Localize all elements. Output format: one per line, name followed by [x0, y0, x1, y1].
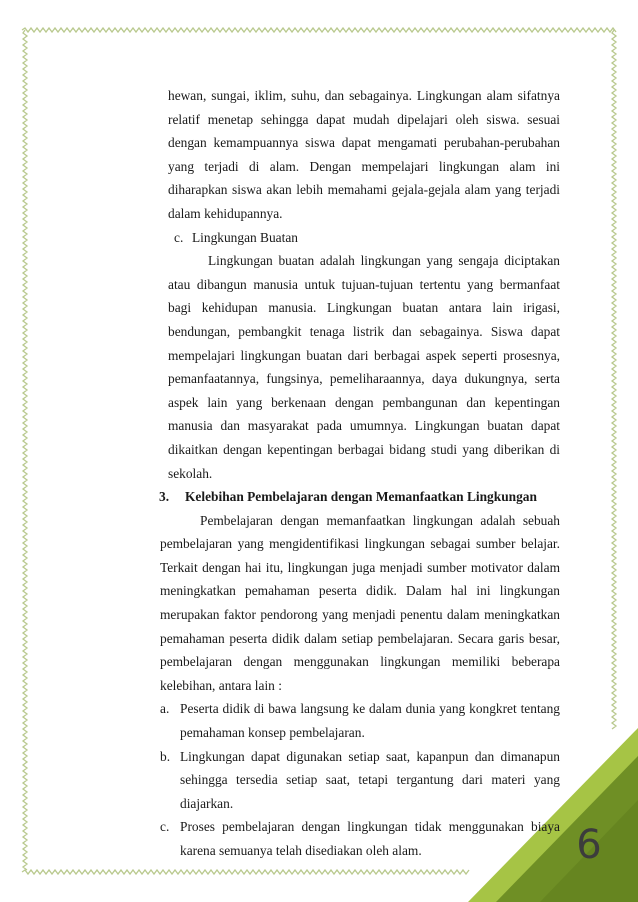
list-text: Peserta didik di bawa langsung ke dalam dunia yang kongkret tentang pemahaman konsep pembelajaran.: [180, 701, 560, 741]
section-marker: 3.: [159, 489, 170, 505]
list-text: Lingkungan dapat digunakan setiap saat, kapanpun dan dimanapun sehingga tersedia setiap saat, tetapi tergantung dari materi yang diajarkan.: [180, 748, 560, 811]
paragraph-continued: hewan, sungai, iklim, suhu, dan sebagainya. Lingkungan alam sifatnya relatif menetap sehingga dapat mudah dipelajari oleh siswa. sesuai dengan kemampuannya siswa dapat mengamati perubahan-perubahan yang terjadi di alam. Dengan mempelajari lingkungan alam ini diharapkan siswa akan lebih memahami gejala-gejala alam yang terjadi dalam kehidupannya.: [168, 88, 560, 221]
page-content: [160, 84, 560, 863]
list-item: [160, 815, 560, 862]
list-item: [160, 745, 560, 816]
list-marker: a.: [160, 701, 170, 717]
subsection-marker: c.: [174, 229, 184, 245]
section-3-heading: [159, 485, 560, 509]
section-title: Kelebihan Pembelajaran dengan Memanfaatkan Lingkungan: [185, 489, 537, 505]
subsection-title: Lingkungan Buatan: [192, 229, 298, 245]
list-text: Proses pembelajaran dengan lingkungan tidak menggunakan biaya karena semuanya telah disediakan oleh alam.: [180, 819, 560, 858]
list-item: [160, 697, 560, 744]
list-marker: c.: [160, 819, 170, 835]
subsection-c-paragraph: Lingkungan buatan adalah lingkungan yang sengaja diciptakan atau dibangun manusia untuk tujuan-tujuan tertentu yang bermanfaat bagi kehidupan manusia. Lingkungan buatan antara lain irigasi, bendungan, pembangkit tenaga listrik dan sebagainya. Siswa dapat mempelajari lingkungan buatan dari berbagai aspek seperti prosesnya, pemanfaatannya, fungsinya, pemeliharaannya, daya dukungnya, serta aspek lain yang berkenaan dengan pembangunan dan kepentingan manusia dan masyarakat pada umumnya. Lingkungan buatan dapat dikaitkan dengan kepentingan berbagai bidang studi yang diberikan di sekolah.: [168, 253, 560, 481]
section-3-paragraph: Pembelajaran dengan memanfaatkan lingkungan adalah sebuah pembelajaran yang mengidentifikasi lingkungan sebagai sumber belajar. Terkait dengan hai itu, lingkungan juga menjadi sumber motivator dalam meningkatkan pemahaman peserta didik. Dalam hal ini lingkungan merupakan faktor pendorong yang menjadi penentu dalam meningkatkan pemahaman peserta didik dalam setiap pembelajaran. Secara garis besar, pembelajaran dengan menggunakan lingkungan memiliki beberapa kelebihan, antara lain :: [160, 512, 560, 693]
list-marker: b.: [160, 748, 171, 764]
subsection-c-heading: [174, 226, 560, 250]
page-number: 6: [576, 822, 602, 868]
